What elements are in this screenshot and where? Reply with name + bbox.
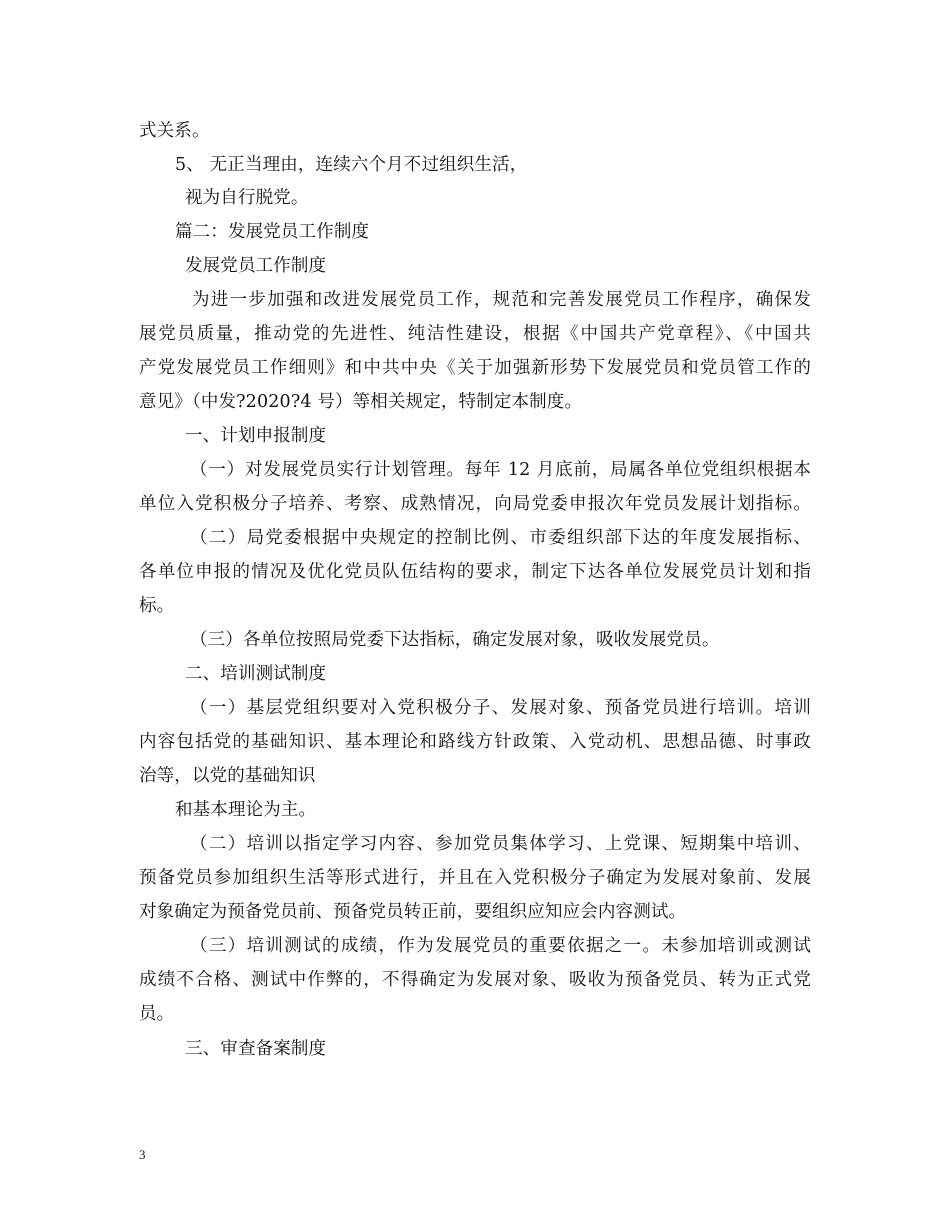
list-item-5: 5、 无正当理由，连续六个月不过组织生活， xyxy=(175,155,528,175)
paragraph-line: 治等，以党的基础知识 xyxy=(139,766,316,786)
paragraph-line: （一）基层党组织要对入党积极分子、发展对象、预备党员进行培训。培训 xyxy=(190,698,811,718)
section-heading-training-testing: 二、培训测试制度 xyxy=(185,664,327,684)
paragraph-line: 成绩不合格、测试中作弊的，不得确定为发展对象、吸收为预备党员、转为正式党 xyxy=(139,970,811,990)
paragraph-line: 展党员质量，推动党的先进性、纯洁性建设，根据《中国共产党章程》、《中国共 xyxy=(139,324,811,344)
section-heading-review-filing: 三、审查备案制度 xyxy=(185,1039,327,1059)
paragraph-line: 内容包括党的基础知识、基本理论和路线方针政策、入党动机、思想品德、时事政 xyxy=(139,732,811,752)
page-number: 3 xyxy=(139,1147,146,1162)
paragraph-line: 为进一步加强和改进发展党员工作，规范和完善发展党员工作程序，确保发 xyxy=(192,290,811,310)
paragraph-line: （二）局党委根据中央规定的控制比例、市委组织部下达的年度发展指标、 xyxy=(190,528,811,548)
document-subtitle: 发展党员工作制度 xyxy=(185,256,327,276)
paragraph-line: 和基本理论为主。 xyxy=(175,800,317,820)
text-line: 视为自行脱党。 xyxy=(185,188,309,208)
paragraph-line: 各单位申报的情况及优化党员队伍结构的要求，制定下达各单位发展党员计划和指 xyxy=(139,562,811,582)
section-heading-part-two: 篇二：发展党员工作制度 xyxy=(175,222,370,242)
paragraph-line: 意见》（中发?2020?4 号）等相关规定，特制定本制度。 xyxy=(139,392,583,412)
section-heading-plan-reporting: 一、计划申报制度 xyxy=(185,426,327,446)
paragraph-line: 产党发展党员工作细则》和中共中央《关于加强新形势下发展党员和党员管工作的 xyxy=(139,358,811,378)
paragraph-line: （三）各单位按照局党委下达指标，确定发展对象，吸收发展党员。 xyxy=(190,630,720,650)
paragraph-line: （三）培训测试的成绩，作为发展党员的重要依据之一。未参加培训或测试 xyxy=(190,936,811,956)
text-line: 式关系。 xyxy=(139,121,210,141)
paragraph-line: （二）培训以指定学习内容、参加党员集体学习、上党课、短期集中培训、 xyxy=(190,834,811,854)
paragraph-line: 员。 xyxy=(139,1004,175,1024)
paragraph-line: 对象确定为预备党员前、预备党员转正前，要组织应知应会内容测试。 xyxy=(139,902,687,922)
paragraph-line: 单位入党积极分子培养、考察、成熟情况，向局党委申报次年党员发展计划指标。 xyxy=(139,494,811,514)
paragraph-line: 标。 xyxy=(139,596,175,616)
paragraph-line: （一）对发展党员实行计划管理。每年 12 月底前，局属各单位党组织根据本 xyxy=(190,460,811,480)
paragraph-line: 预备党员参加组织生活等形式进行，并且在入党积极分子确定为发展对象前、发展 xyxy=(139,868,811,888)
